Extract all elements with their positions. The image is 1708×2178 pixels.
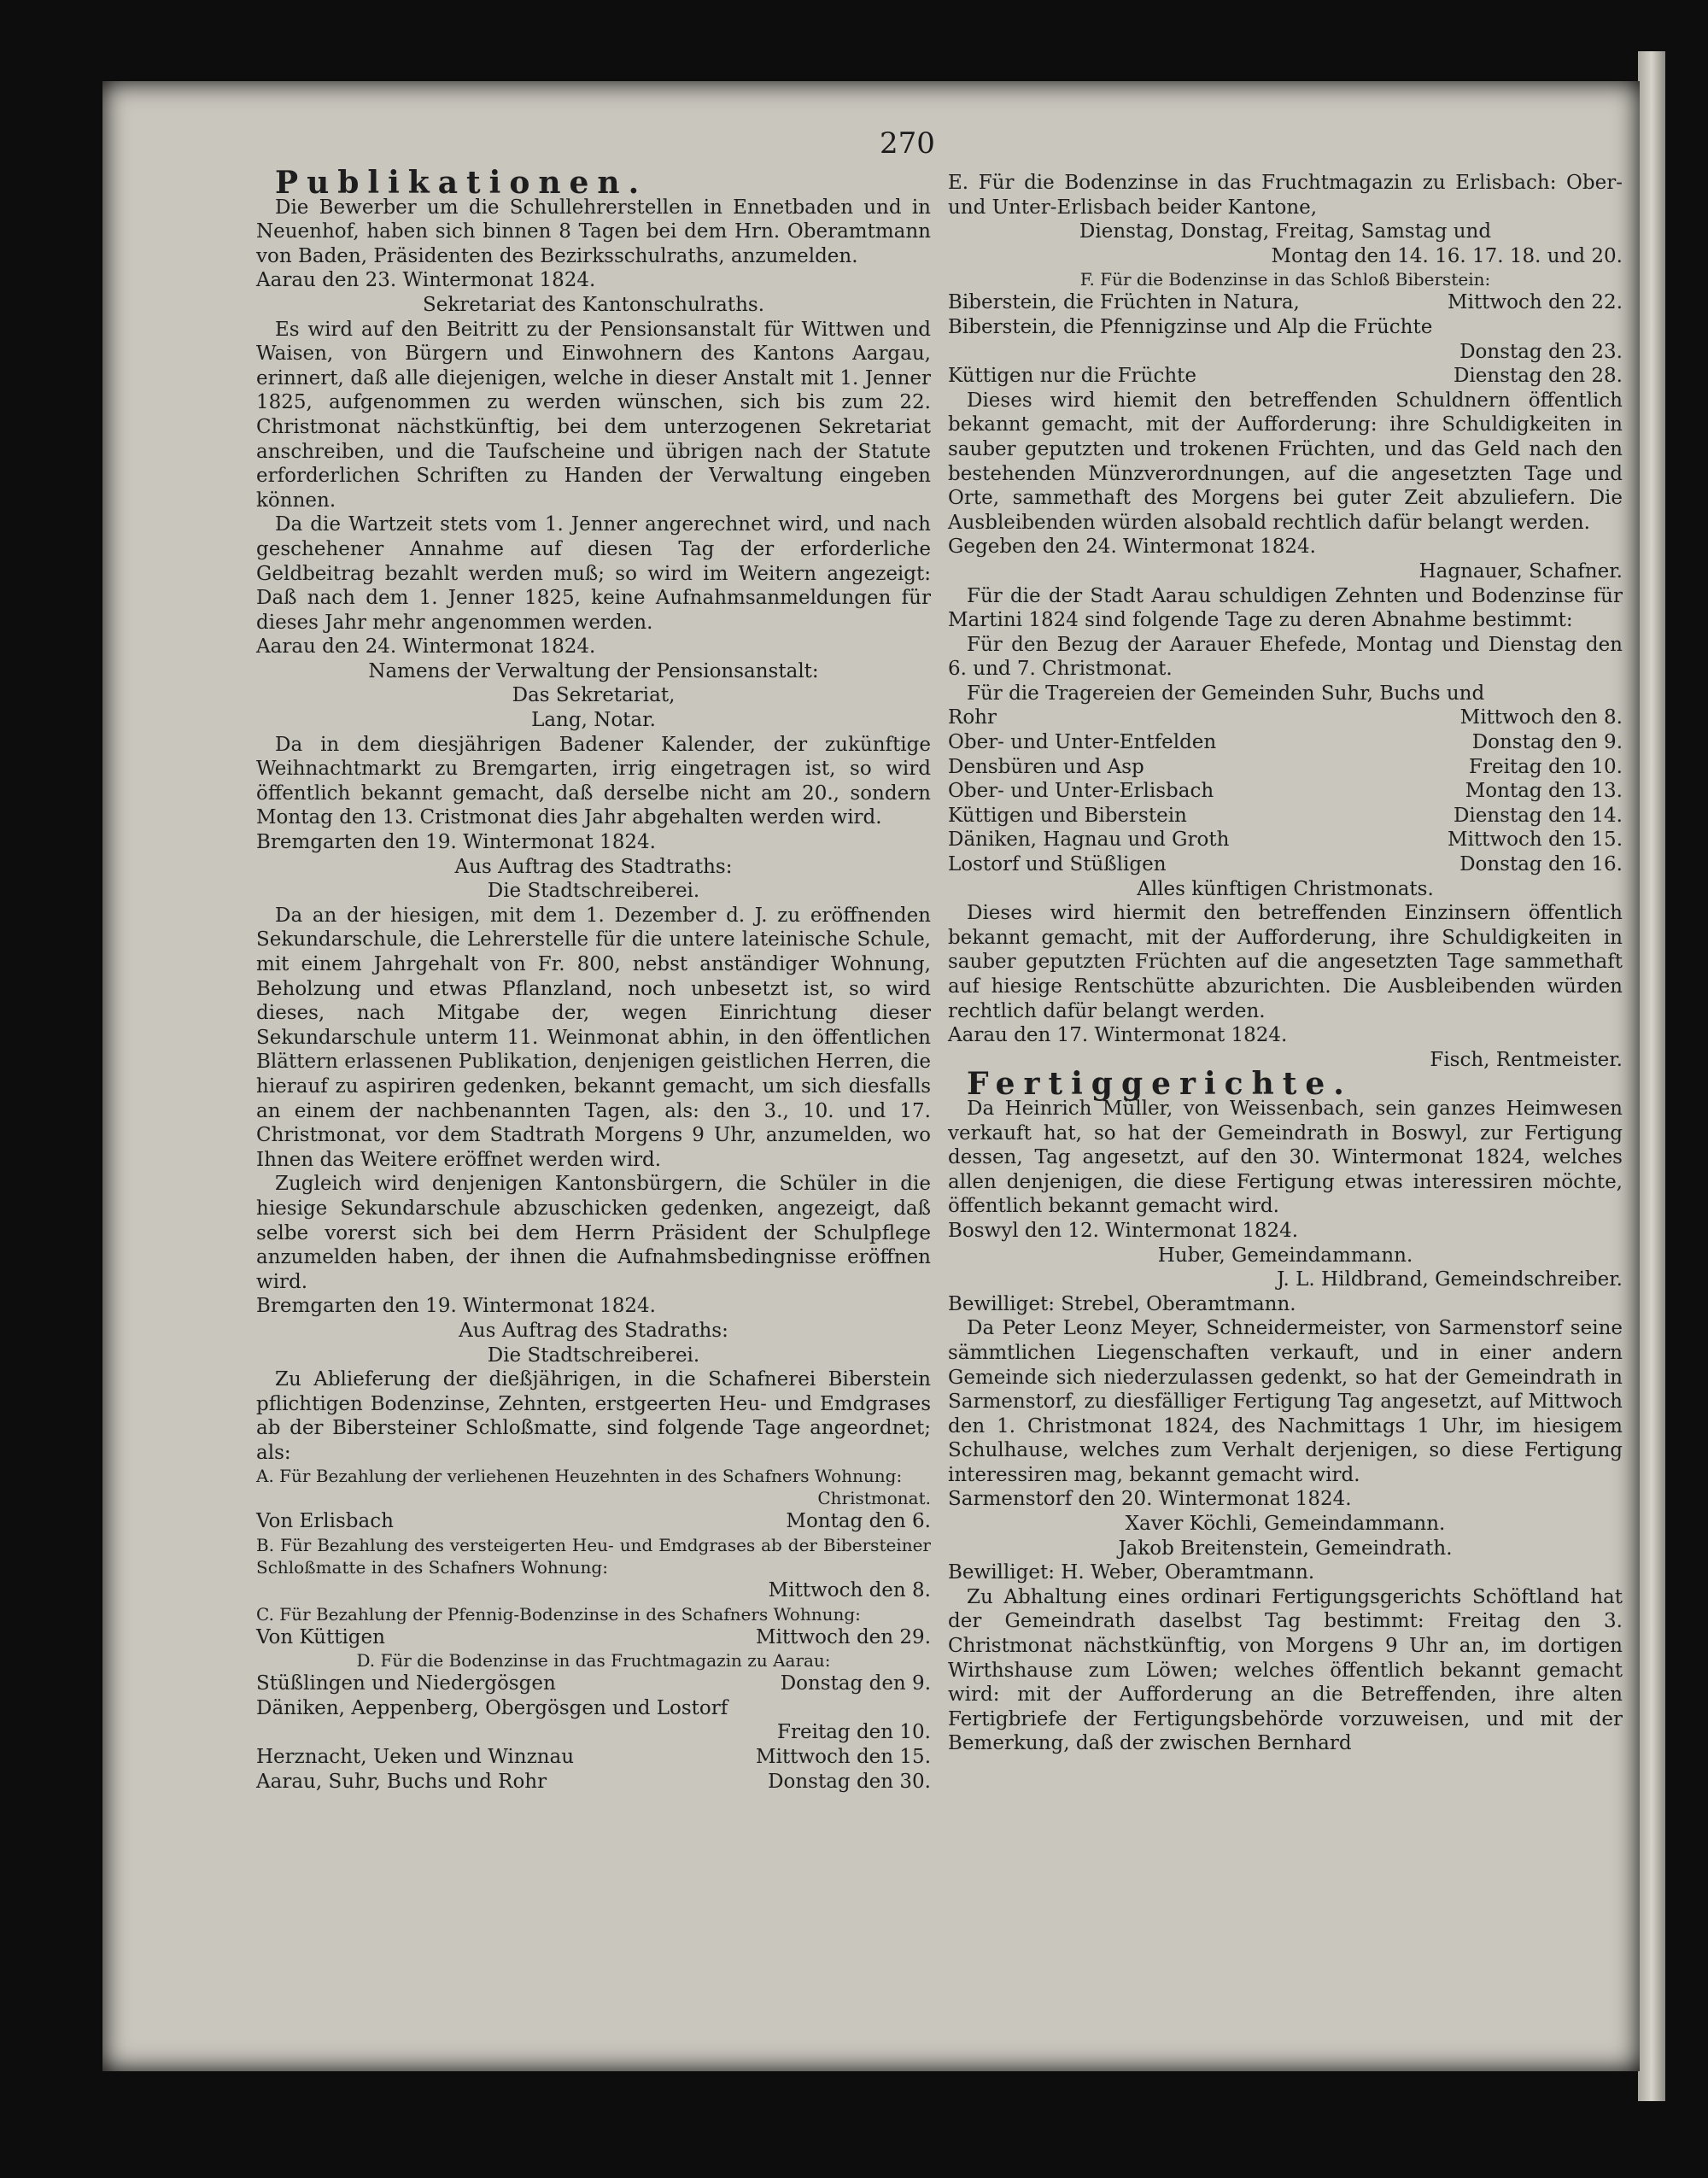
schedule-dates: Montag den 14. 16. 17. 18. und 20.: [1271, 244, 1623, 267]
schedule-row: Lostorf und Stüßligen Donstag den 16.: [948, 853, 1623, 876]
notice-signature: Die Stadtschreiberei.: [487, 880, 700, 903]
schedule-row: Küttigen und Biberstein Dienstag den 14.: [948, 804, 1623, 827]
notice-pension-fund: Es wird auf den Beitritt zu der Pensionsanstalt für Wittwen und Waisen, von Bürgern und Einwohnern des Kantons Aargau, erinnert, daß alle diejenigen, welche in dieser Anstalt mit 1. Jenner 1825, aufgenommen zu werden wünschen, sich bis zum 22. Christmonat nächstkünftig, bei dem unterzogenen Sekretariat anschreiben, und die Taufscheine und übrigen nach der Statute erforderlichen Schriften zu Handen der Verwaltung eingeben können.: [256, 318, 931, 512]
notice-signature: Die Stadtschreiberei.: [487, 1344, 700, 1367]
notice-boswyl: Da Heinrich Müller, von Weissenbach, sein ganzes Heimwesen verkauft hat, so hat der Gemeindrath in Boswyl, zur Fertigung dessen, Tag angesetzt, auf den 30. Wintermonat 1824, welches allen denjenigen, die diese Fertigung etwas interessiren möchte, öffentlich bekannt gemacht wird.: [948, 1097, 1623, 1218]
schedule-section-b: B. Für Bezahlung des versteigerten Heu- und Emdgrases ab der Bibersteiner Schloßmatte in des Schafners Wohnung:: [256, 1535, 931, 1578]
schedule-days: Dienstag, Donstag, Freitag, Samstag und: [1079, 220, 1492, 243]
notice-place-date: Aarau den 23. Wintermonat 1824.: [256, 269, 596, 292]
schedule-place: Biberstein, die Pfennigzinse und Alp die Früchte: [948, 315, 1433, 338]
notice-signature: Xaver Köchli, Gemeindammann.: [1125, 1513, 1446, 1536]
schedule-section-f: F. Für die Bodenzinse in das Schloß Biberstein:: [1079, 269, 1491, 290]
notice-place-date: Aarau den 24. Wintermonat 1824.: [256, 635, 596, 659]
right-column: [948, 171, 1623, 1756]
notice-christmas-market: Da in dem diesjährigen Badener Kalender, der zukünftige Weihnachtmarkt zu Bremgarten, irrig eingetragen ist, so wird öffentlich bekannt gemacht, daß derselbe nicht am 20., sondern Montag den 13. Cristmonat dies Jahr abgehalten werden wird.: [256, 733, 931, 829]
notice-signature: Aus Auftrag des Stadraths:: [459, 1319, 728, 1342]
notice-signature: Namens der Verwaltung der Pensionsanstalt:: [368, 659, 819, 682]
schedule-date: Freitag den 10.: [777, 1721, 931, 1744]
schedule-row: Ober- und Unter-Entfelden Donstag den 9.: [948, 731, 1623, 754]
notice-sarmenstorf: Da Peter Leonz Meyer, Schneidermeister, von Sarmenstorf seine sämmtlichen Liegenschaften verkauft, und in einer andern Gemeinde sich niederzulassen gedenkt, so hat der Gemeindrath in Sarmenstorf, zu diesfälliger Fertigung Tag angesetzt, auf Mittwoch den 1. Christmonat 1824, des Nachmittags 1 Uhr, im hiesigem Schulhause, welches zum Verhalt derjenigen, so diese Fertigung interessiren mag, bekannt gemacht wird.: [948, 1317, 1623, 1486]
schedule-section-a: A. Für Bezahlung der verliehenen Heuzehnten in des Schafners Wohnung:: [256, 1466, 903, 1487]
notice-signature: Lang, Notar.: [531, 709, 656, 732]
notice-place-date: Sarmenstorf den 20. Wintermonat 1824.: [948, 1488, 1352, 1511]
schedule-row: Küttigen nur die Früchte Dienstag den 28.: [948, 365, 1623, 388]
schedule-section-c: C. Für Bezahlung der Pfennig-Bodenzinse in des Schafners Wohnung:: [256, 1603, 861, 1625]
section-heading-publications: Publikationen.: [275, 165, 648, 201]
schedule-row: Von Küttigen Mittwoch den 29.: [256, 1625, 931, 1648]
schedule-row: Ober- und Unter-Erlisbach Montag den 13.: [948, 780, 1623, 803]
notice-signature: Jakob Breitenstein, Gemeindrath.: [1118, 1537, 1453, 1560]
notice-signature: Sekretariat des Kantonschulraths.: [422, 293, 765, 316]
schedule-section-d: D. Für die Bodenzinse in das Fruchtmagazin zu Aarau:: [356, 1650, 831, 1672]
notice-signature: Das Sekretariat,: [512, 684, 676, 707]
notice-schoeftland: Zu Abhaltung eines ordinari Fertigungsgerichts Schöftland hat der Gemeindrath daselbst Tag bestimmt: Freitag den 3. Christmonat nächstkünftig, von Morgens 9 Uhr an, im dortigen Wirthshause zum Löwen; welches öffentlich bekannt gemacht wird: mit der Aufforderung an die Betreffenden, ihre alten Fertigbriefe der Fertigungsbehörde vorzuweisen, und mit der Bemerkung, daß der zwischen Bernhard: [948, 1585, 1623, 1755]
notice-secondary-school-cont: Zugleich wird denjenigen Kantonsbürgern, die Schüler in die hiesige Sekundarschule abzuschicken gedenken, angezeigt, daß selbe vorerst sich bei dem Herrn Präsident der Schulpflege anzumelden haben, der ihnen die Aufnahmsbedingnisse eröffnen wird.: [256, 1173, 931, 1293]
schedule-row: Von Erlisbach Montag den 6.: [256, 1510, 931, 1533]
section-heading-fertiggerichte: Fertiggerichte.: [967, 1066, 1353, 1103]
schedule-row: Däniken, Hagnau und Groth Mittwoch den 15.: [948, 828, 1623, 852]
notice-place-date: Bremgarten den 19. Wintermonat 1824.: [256, 831, 656, 854]
schedule-row: Rohr Mittwoch den 8.: [948, 706, 1623, 729]
notice-place-date: Boswyl den 12. Wintermonat 1824.: [948, 1219, 1299, 1242]
notice-secondary-school: Da an der hiesigen, mit dem 1. Dezember d. J. zu eröffnenden Sekundarschule, die Lehrerstelle für die untere lateinische Schule, mit einem Jahrgehalt von Fr. 800, nebst anständiger Wohnung, Beholzung und etwas Pflanzland, noch unbesetzt ist, so wird dieses, nach Mitgabe der, wegen Einrichtung dieser Sekundarschule unterm 11. Weinmonat abhin, in den öffentlichen Blättern erlassenen Publikation, denjenigen geistlichen Herren, die hierauf zu aspiriren gedenken, bekannt gemacht, um sich diesfalls an einem der nachbenannten Tagen, als: den 3., 10. und 17. Christmonat, vor dem Stadtrath Morgens 9 Uhr, anzumelden, wo Ihnen das Weitere eröffnet werden wird.: [256, 904, 931, 1171]
notice-signature: Fisch, Rentmeister.: [1430, 1048, 1623, 1071]
notice-signature: Hagnauer, Schafner.: [1418, 559, 1623, 583]
notice-signature: Aus Auftrag des Stadtraths:: [454, 855, 733, 878]
schedule-row: Biberstein, die Früchten in Natura, Mittwoch den 22.: [948, 291, 1623, 314]
notice-pension-fund-cont: Da die Wartzeit stets vom 1. Jenner angerechnet wird, und nach geschehener Annahme auf diesen Tag der erforderliche Geldbeitrag bezahlt werden muß; so wird im Weitern angezeigt: Daß nach dem 1. Jenner 1825, keine Aufnahmsanmeldungen für dieses Jahr mehr angenommen werden.: [256, 513, 931, 634]
page-number: 270: [880, 126, 935, 161]
notice-place-date: Gegeben den 24. Wintermonat 1824.: [948, 536, 1316, 559]
notice-debtors: Dieses wird hiemit den betreffenden Schuldnern öffentlich bekannt gemacht, mit der Aufforderung: ihre Schuldigkeiten in sauber geputzten und trokenen Früchten, und das Geld nach den bestehenden Münzverordnungen, auf die angesetzten Tage und Orte, sammethaft des Morgens bei guter Zeit abzuliefern. Die Ausbleibenden würden alsobald rechtlich dafür belangt werden.: [948, 389, 1623, 534]
schedule-month: Christmonat.: [817, 1488, 931, 1509]
notice-place-date: Bremgarten den 19. Wintermonat 1824.: [256, 1295, 656, 1318]
notice-biberstein-taxes: Zu Ablieferung der dießjährigen, in die Schafnerei Biberstein pflichtigen Bodenzinse, Zehnten, erstgeerten Heu- und Emdgrases ab der Bibersteiner Schloßmatte, sind folgende Tage angeordnet; als:: [256, 1368, 931, 1464]
schedule-line: Für die Tragereien der Gemeinden Suhr, Buchs und: [967, 682, 1485, 705]
left-column: [256, 165, 931, 1794]
schedule-section-e: E. Für die Bodenzinse in das Fruchtmagazin zu Erlisbach: Ober- und Unter-Erlisbach beider Kantone,: [948, 172, 1623, 219]
schedule-line: Für den Bezug der Aarauer Ehefede, Montag und Dienstag den 6. und 7. Christmonat.: [948, 633, 1623, 681]
schedule-place: Däniken, Aeppenberg, Obergösgen und Lostorf: [256, 1696, 728, 1719]
schedule-row: Densbüren und Asp Freitag den 10.: [948, 755, 1623, 778]
adjacent-page-edge: [1638, 51, 1665, 2101]
notice-approval: Bewilliget: H. Weber, Oberamtmann.: [948, 1561, 1315, 1584]
notice-approval: Bewilliget: Strebel, Oberamtmann.: [948, 1292, 1296, 1315]
notice-signature: Huber, Gemeindammann.: [1157, 1244, 1413, 1267]
schedule-row: Aarau, Suhr, Buchs und Rohr Donstag den 30.: [256, 1770, 931, 1793]
notice-place-date: Aarau den 17. Wintermonat 1824.: [948, 1024, 1288, 1047]
notice-aarau-tithes: Für die der Stadt Aarau schuldigen Zehnten und Bodenzinse für Martini 1824 sind folgende Tage zu deren Abnahme bestimmt:: [948, 584, 1623, 632]
schedule-row: Herznacht, Ueken und Winznau Mittwoch den 15.: [256, 1746, 931, 1769]
schedule-date: Mittwoch den 8.: [768, 1579, 931, 1602]
notice-tax-payers: Dieses wird hiermit den betreffenden Einzinsern öffentlich bekannt gemacht, mit der Aufforderung, ihre Schuldigkeiten in sauber geputzten Früchten auf die angesetzten Tage sammethaft auf hiesige Rentschütte abzurichten. Die Ausbleibenden würden rechtlich dafür belangt werden.: [948, 902, 1623, 1022]
schedule-date: Donstag den 23.: [1459, 340, 1623, 363]
schedule-month: Alles künftigen Christmonats.: [1137, 877, 1434, 900]
notice-signature: J. L. Hildbrand, Gemeindschreiber.: [1277, 1268, 1623, 1291]
notice-teacher-applicants: Die Bewerber um die Schullehrerstellen in Ennetbaden und in Neuenhof, haben sich binnen 8 Tagen bei dem Hrn. Oberamtmann von Baden, Präsidenten des Bezirksschulraths, anzumelden.: [256, 196, 931, 267]
schedule-row: Stüßlingen und Niedergösgen Donstag den 9.: [256, 1672, 931, 1695]
